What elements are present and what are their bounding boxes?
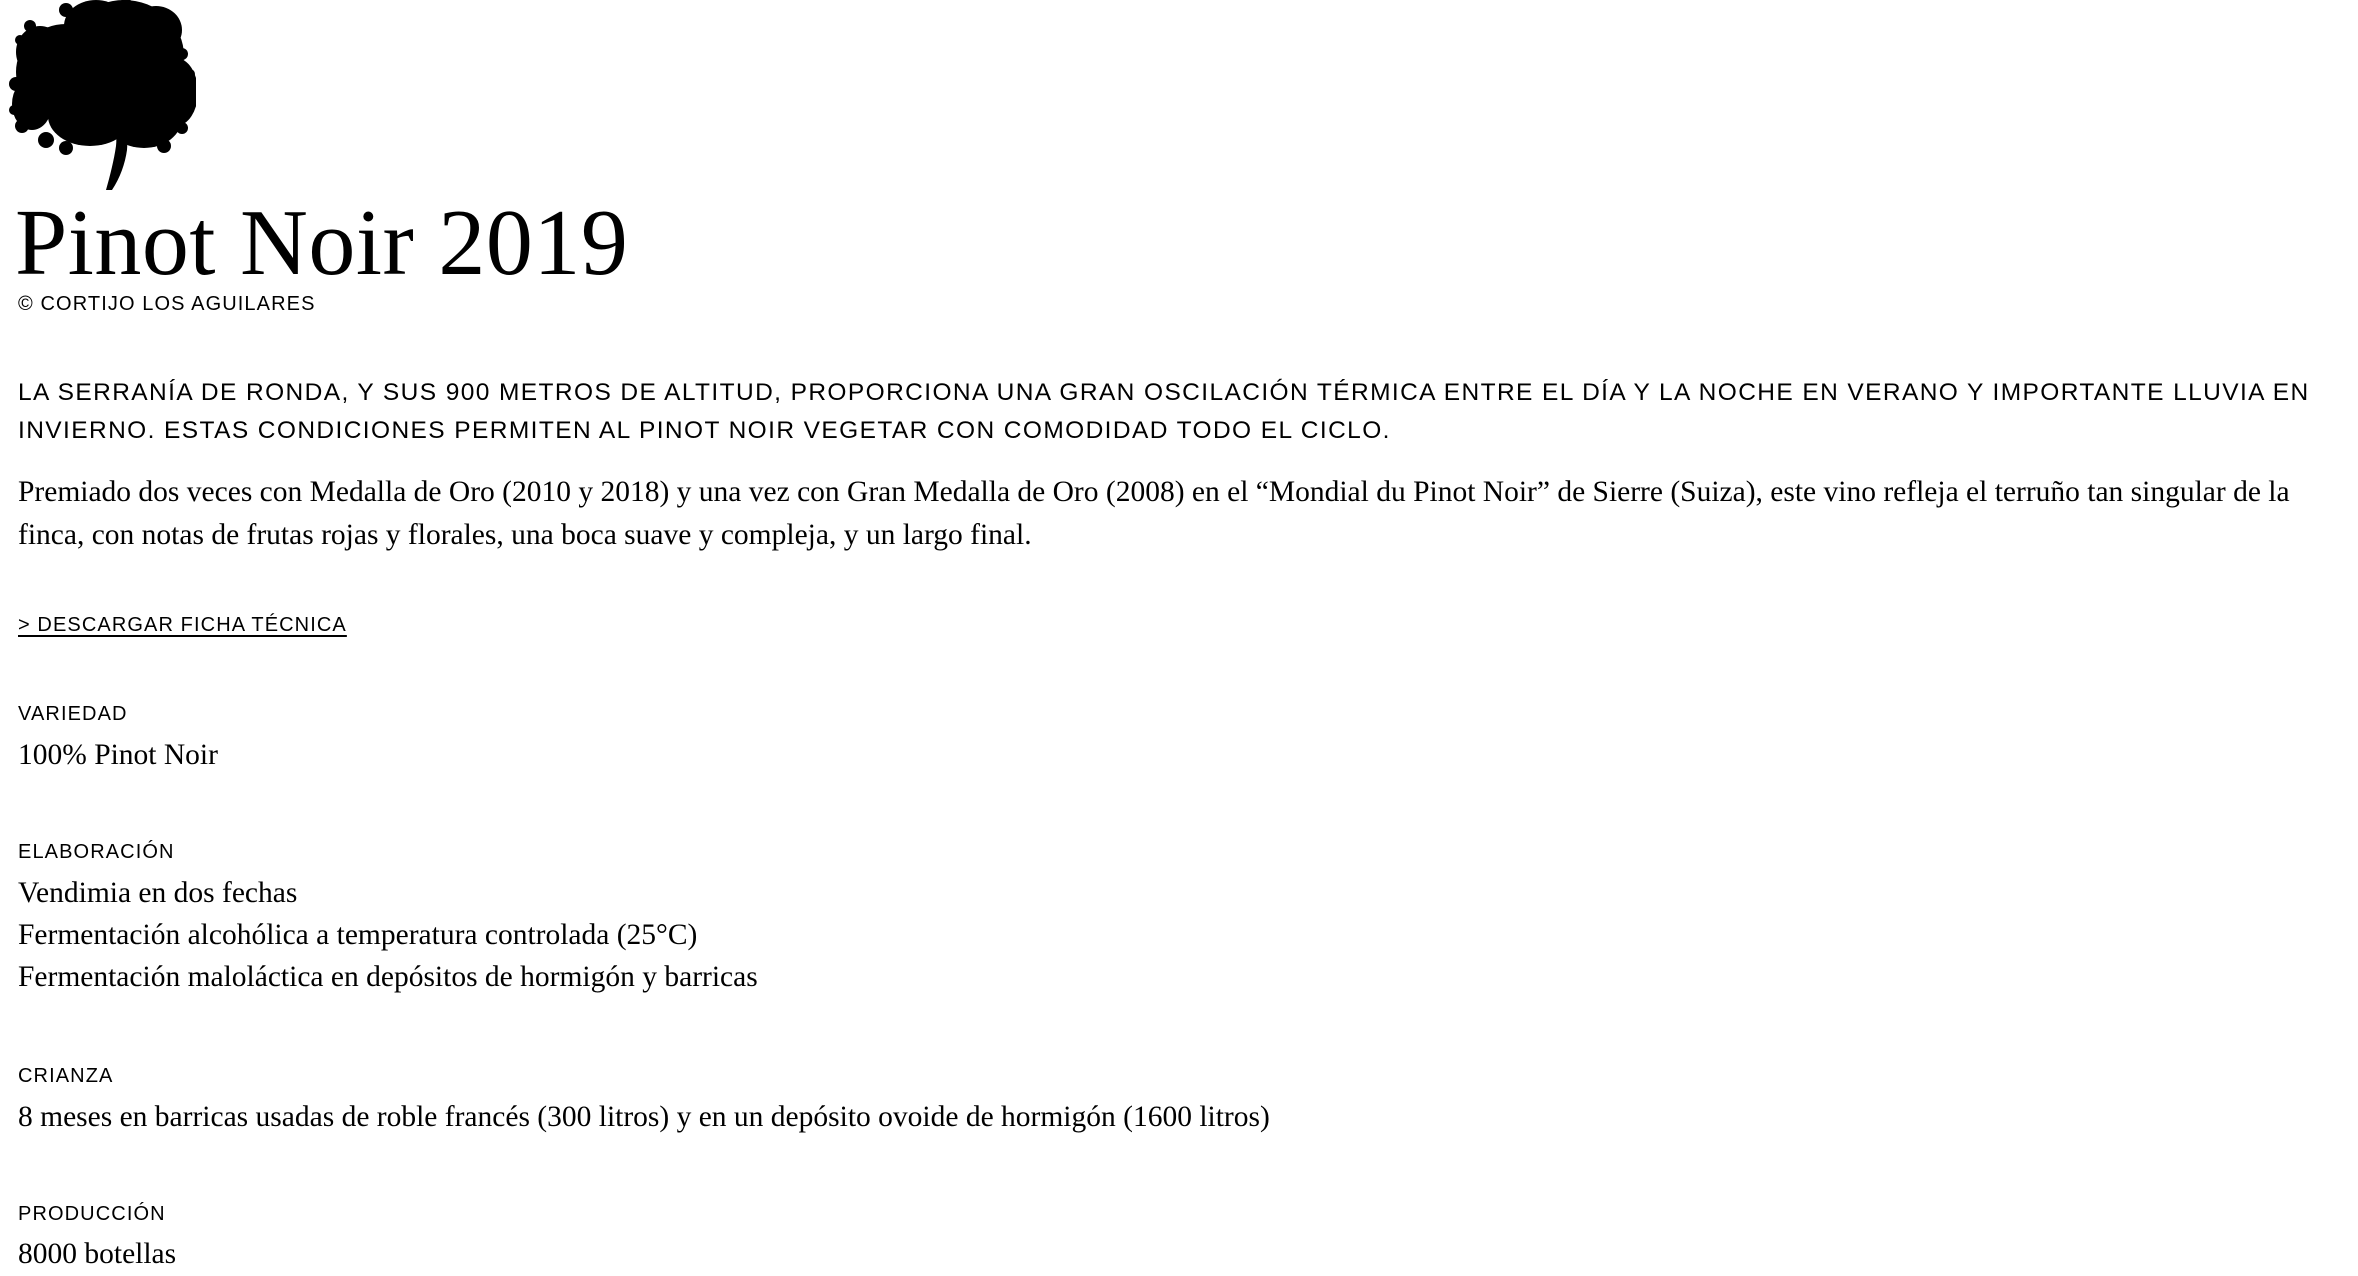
spec-value: 100% Pinot Noir	[18, 739, 218, 771]
description-text: Premiado dos veces con Medalla de Oro (2010 y 2018) y una vez con Gran Medalla de Oro (2008) en el “Mondial du Pinot Noir” de Sierre (Suiza), este vino refleja el terruño tan singular de la finca, con notas de frutas rojas y florales, una boca suave y compleja, y un largo final.	[18, 476, 2290, 551]
spec-label-produccion: PRODUCCIÓN	[18, 1203, 166, 1225]
spec-value: Fermentación alcohólica a temperatura controlada (25°C)	[18, 919, 698, 951]
copyright-notice: © CORTIJO LOS AGUILARES	[18, 293, 316, 315]
spec-label-variedad: VARIEDAD	[18, 703, 128, 725]
spec-label-crianza: CRIANZA	[18, 1065, 114, 1087]
spec-value: 8 meses en barricas usadas de roble francés (300 litros) y en un depósito ovoide de hormigón (1600 litros)	[18, 1101, 1270, 1133]
spec-values-variedad	[18, 734, 218, 776]
oak-tree-icon	[6, 0, 196, 190]
spec-values-crianza	[18, 1096, 1270, 1138]
spec-value: Fermentación maloláctica en depósitos de hormigón y barricas	[18, 961, 758, 993]
download-datasheet-link[interactable]: > DESCARGAR FICHA TÉCNICA	[18, 614, 347, 636]
spec-value: 8000 botellas	[18, 1238, 177, 1270]
spec-values-produccion	[18, 1233, 176, 1275]
intro-text: LA SERRANÍA DE RONDA, Y SUS 900 METROS DE ALTITUD, PROPORCIONA UNA GRAN OSCILACIÓN TÉRMICA ENTRE EL DÍA Y LA NOCHE EN VERANO Y IMPORTANTE LLUVIA EN INVIERNO. ESTAS CONDICIONES PERMITEN AL PINOT NOIR VEGETAR CON COMODIDAD TODO EL CICLO.	[18, 379, 2310, 444]
page-title: Pinot Noir 2019	[15, 191, 629, 295]
spec-value: Vendimia en dos fechas	[18, 877, 298, 909]
spec-values-elaboracion	[18, 872, 758, 998]
spec-label-elaboracion: ELABORACIÓN	[18, 841, 175, 863]
